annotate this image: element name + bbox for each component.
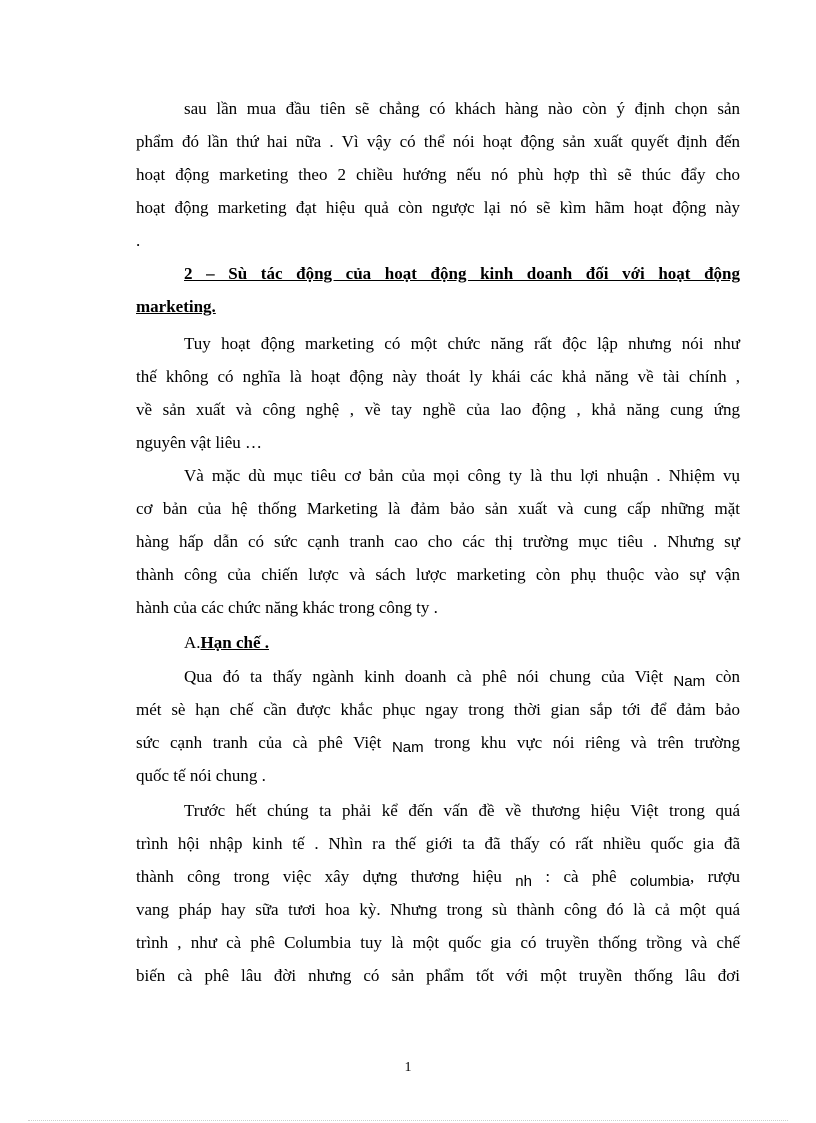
text-span: columbia — [629, 873, 690, 890]
paragraph-line: vang pháp hay sữa tươi hoa kỳ. Nhưng trong sù thành công đó là cả một quá — [136, 900, 740, 919]
page-bottom-divider — [28, 1120, 788, 1121]
text-span: nh — [515, 873, 532, 890]
paragraph-line: . — [136, 231, 141, 250]
paragraph-line: Trước hết chúng ta phải kể đến vấn đề về thương hiệu Việt trong quá — [184, 801, 740, 820]
text-span: trong khu vực nói riêng và trên trường — [423, 733, 740, 752]
subheading — [184, 632, 269, 654]
text-span: : cà phê — [531, 867, 630, 886]
section-heading: marketing. — [136, 297, 216, 316]
paragraph-line — [136, 732, 740, 755]
text-span: , rượu — [689, 867, 740, 886]
paragraph-line: hoạt động marketing theo 2 chiều hướng nếu nó phù hợp thì sẽ thúc đẩy cho — [136, 165, 740, 184]
paragraph-line: phẩm đó lần thứ hai nữa . Vì vậy có thể nói hoạt động sản xuất quyết định đến — [136, 132, 740, 151]
text-span: thành công trong việc xây dựng thương hiệu — [136, 867, 516, 886]
text-span: Nam — [391, 739, 424, 756]
text-span: Qua đó ta thấy ngành kinh doanh cà phê nói chung của Việt — [184, 667, 674, 686]
paragraph-line: về sản xuất và công nghệ , về tay nghề của lao động , khả năng cung ứng — [136, 400, 740, 419]
paragraph-line: quốc tế nói chung . — [136, 766, 266, 785]
paragraph-line: Và mặc dù mục tiêu cơ bản của mọi công ty là thu lợi nhuận . Nhiệm vụ — [184, 466, 740, 485]
paragraph-line: thế không có nghĩa là hoạt động này thoát ly khái các khả năng về tài chính , — [136, 367, 740, 386]
text-span: còn — [705, 667, 741, 686]
subheading-prefix: A. — [184, 633, 201, 652]
paragraph-line: sau lần mua đầu tiên sẽ chẳng có khách hàng nào còn ý định chọn sản — [184, 99, 740, 118]
paragraph-line: mét sè hạn chế cần được khắc phục ngay trong thời gian sắp tới để đảm bảo — [136, 700, 740, 719]
paragraph-line — [184, 666, 740, 689]
paragraph-line: hành của các chức năng khác trong công ty . — [136, 598, 438, 617]
page-number: 1 — [404, 1060, 412, 1075]
paragraph-line: cơ bản của hệ thống Marketing là đảm bảo sản xuất và cung cấp những mặt — [136, 499, 740, 518]
paragraph-line: trình , như cà phê Columbia tuy là một quốc gia có truyền thống trồng và chế — [136, 933, 740, 952]
text-span: sức cạnh tranh của cà phê Việt — [136, 733, 392, 752]
paragraph-line: Tuy hoạt động marketing có một chức năng rất độc lập nhưng nói như — [184, 334, 740, 353]
paragraph-line: hoạt động marketing đạt hiệu quả còn ngược lại nó sẽ kìm hãm hoạt động này — [136, 198, 740, 217]
paragraph-line — [136, 866, 740, 889]
section-heading: 2 – Sù tác động của hoạt động kinh doanh đối với hoạt động — [184, 264, 740, 283]
paragraph-line: trình hội nhập kinh tế . Nhìn ra thế giới ta đã thấy có rất nhiều quốc gia đã — [136, 834, 740, 853]
subheading-title: Hạn chế . — [200, 633, 270, 652]
paragraph-line: biến cà phê lâu đời nhưng có sản phẩm tốt với một truyền thống lâu đơi — [136, 966, 740, 985]
paragraph-line: hàng hấp dẫn có sức cạnh tranh cao cho các thị trường mục tiêu . Nhưng sự — [136, 532, 740, 551]
paragraph-line: nguyên vật liêu … — [136, 433, 263, 452]
paragraph-line: thành công của chiến lược và sách lược marketing còn phụ thuộc vào sự vận — [136, 565, 740, 584]
text-span: Nam — [673, 673, 706, 690]
